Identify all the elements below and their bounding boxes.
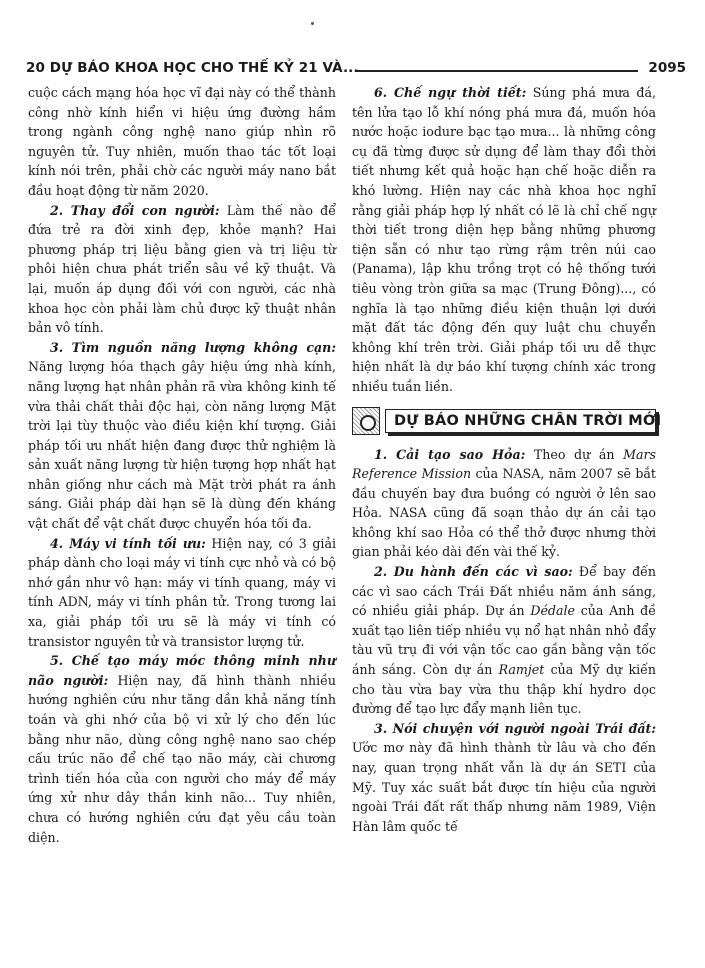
section-title-box	[385, 409, 662, 433]
item-heading: 4. Máy vi tính tối ưu:	[50, 535, 206, 551]
paragraph-text: của NASA, năm 2007 sẽ bắt đầu chuyến bay đưa buồng có người ở lên sao Hỏa. NASA cũng đã soạn thảo dự án cải tạo không khí sao Hỏa có thể thở được nhưng thời gian phải kéo dài đến vài thế kỷ.	[352, 466, 656, 560]
paragraph-stars	[352, 562, 656, 719]
item-heading: 2. Thay đổi con người:	[50, 202, 220, 218]
item-heading: 3. Nói chuyện với người ngoài Trái đất:	[374, 720, 656, 736]
section-ornament-icon	[352, 407, 380, 435]
item-heading: 6. Chế ngự thời tiết:	[374, 85, 527, 100]
paragraph-text: Súng phá mưa đá, tên lửa tạo lỗ khí nóng phá mưa đá, muốn hóa nước hoặc iodure bạc tạo mưa... là những công cụ đã từng được sử dụng để làm thay đổi thời tiết nhưng kết quả hoặc hạn chế hoặc diễn ra khó lường. Hiện nay các nhà khoa học nghĩ rằng giải pháp hợp lý nhất có lẽ là chỉ chế ngự thời tiết trong diện hẹp bằng những phương tiện sẵn có như tạo rừng rậm trên núi cao (Panama), lập khu trồng trọt có hệ thống tưới tiêu vòng tròn giữa sa mạc (Trung Đông)..., có nghĩa là tạo những điều kiện thuận lợi dưới mặt đất tác động đến quy luật chu chuyển không khí trên trời. Giải pháp tối ưu dễ thực hiện nhất là dự báo khí tượng chính xác trong nhiều tuần liền.	[352, 85, 656, 394]
project-name: Mars Reference Mission	[352, 446, 656, 482]
paragraph-computer	[28, 534, 336, 652]
print-speck	[311, 22, 314, 25]
header-rule	[356, 70, 638, 72]
paragraph-text: Ước mơ này đã hình thành từ lâu và cho đến nay, quan trọng nhất vẫn là dự án SETI của Mỹ. Tuy xác suất bắt được tín hiệu của người ngoài Trái đất rất thấp nhưng năm 1989, Viện Hàn lâm quốc tế	[352, 740, 656, 834]
left-column	[28, 83, 336, 847]
page-number: 2095	[648, 60, 686, 76]
paragraph-text: Năng lượng hóa thạch gây hiệu ứng nhà kính, năng lượng hạt nhân phản rã vừa không kinh tế vừa thải chất thải độc hại, còn năng lượng Mặt trời lại tùy thuộc vào điều kiện khí tượng. Giải pháp tối ưu nhất hiện đang được thử nghiệm là sản xuất năng lượng từ hiện tượng hợp nhất hạt nhân giống như cách mà Mặt trời phát ra ánh sáng. Giải pháp dài hạn sẽ là dùng đến kháng vật chất để vật chất được chuyển hóa tối đa.	[28, 359, 336, 532]
item-heading: 2. Du hành đến các vì sao:	[374, 564, 573, 580]
project-name: Ramjet	[498, 662, 545, 678]
paragraph-text: của Anh đề xuất tạo liên tiếp nhiều vụ nổ hạt nhân nhỏ đẩy tàu vũ trụ đi với vận tốc cao gần bằng vận tốc ánh sáng. Còn dự án	[352, 603, 656, 678]
paragraph-text: Làm thế nào để đứa trẻ ra đời xinh đẹp, khỏe mạnh? Hai phương pháp trị liệu bằng gien và trị liệu từ phôi hiện chưa phát triển sâu về kỹ thuật. Và lại, muốn áp dụng đối với con người, các nhà khoa học còn phải làm chủ được kỹ thuật nhân bản vô tính.	[28, 202, 336, 336]
right-column	[352, 83, 662, 836]
item-heading: 3. Tìm nguồn năng lượng không cạn:	[50, 339, 336, 355]
paragraph-change-humans	[28, 201, 336, 338]
header-title: 20 DỰ BÁO KHOA HỌC CHO THẾ KỶ 21 VÀ...	[26, 60, 363, 76]
paragraph-text: Hiện nay, có 3 giải pháp dành cho loại máy vi tính cực nhỏ và có bộ nhớ gần như vô hạn: máy vi tính quang, máy vi tính ADN, máy vi tính phân tử. Trong tương lai xa, giải pháp tối ưu sẽ là máy vi tính có transistor nguyên tử và transistor lượng tử.	[28, 535, 336, 649]
paragraph-text: Để bay đến các vì sao cách Trái Đất nhiều năm ánh sáng, có nhiều giải pháp. Dự án	[352, 564, 656, 619]
paragraph-text: cuộc cách mạng hóa học vĩ đại này có thể thành công nhờ kính hiển vi hiệu ứng đường hầm trong ngành công nghệ nano giúp nhìn rõ nguyên tử. Tuy nhiên, muốn thao tác tốt loại kính nói trên, phải chờ các người máy nano bắt đầu hoạt động từ năm 2020.	[28, 85, 336, 198]
paragraph-extraterrestrials	[352, 719, 656, 837]
project-name: Dédale	[530, 603, 575, 619]
item-heading: 1. Cải tạo sao Hỏa:	[374, 446, 526, 462]
running-header	[26, 60, 686, 80]
paragraph-continued	[28, 83, 336, 201]
section-title: DỰ BÁO NHỮNG CHÂN TRỜI MỚI	[394, 412, 662, 429]
paragraph-text: Hiện nay, đã hình thành nhiều hướng nghiên cứu như tăng dần khả năng tính toán và ghi nhớ của bộ vi xử lý cho đến lúc bằng như não, dùng công nghệ nano sao chép cấu trúc não để chế tạo não máy, cài chương trình tiến hóa của con người cho máy để máy ứng xử như dây thần kinh não... Tuy nhiên, chưa có hướng nghiên cứu đạt yêu cầu toàn diện.	[28, 672, 336, 845]
paragraph-weather	[352, 83, 656, 397]
paragraph-mars	[352, 445, 656, 563]
paragraph-energy	[28, 338, 336, 534]
item-heading: 5. Chế tạo máy móc thông minh như não người:	[28, 653, 336, 688]
paragraph-smart-machines	[28, 651, 336, 847]
section-header	[352, 407, 662, 437]
paragraph-text: của Mỹ dự kiến cho tàu vừa bay vừa thu thập khí hydro dọc đường để tạo lực đẩy mạnh liên tục.	[352, 662, 656, 717]
paragraph-text: Theo dự án	[525, 446, 624, 462]
